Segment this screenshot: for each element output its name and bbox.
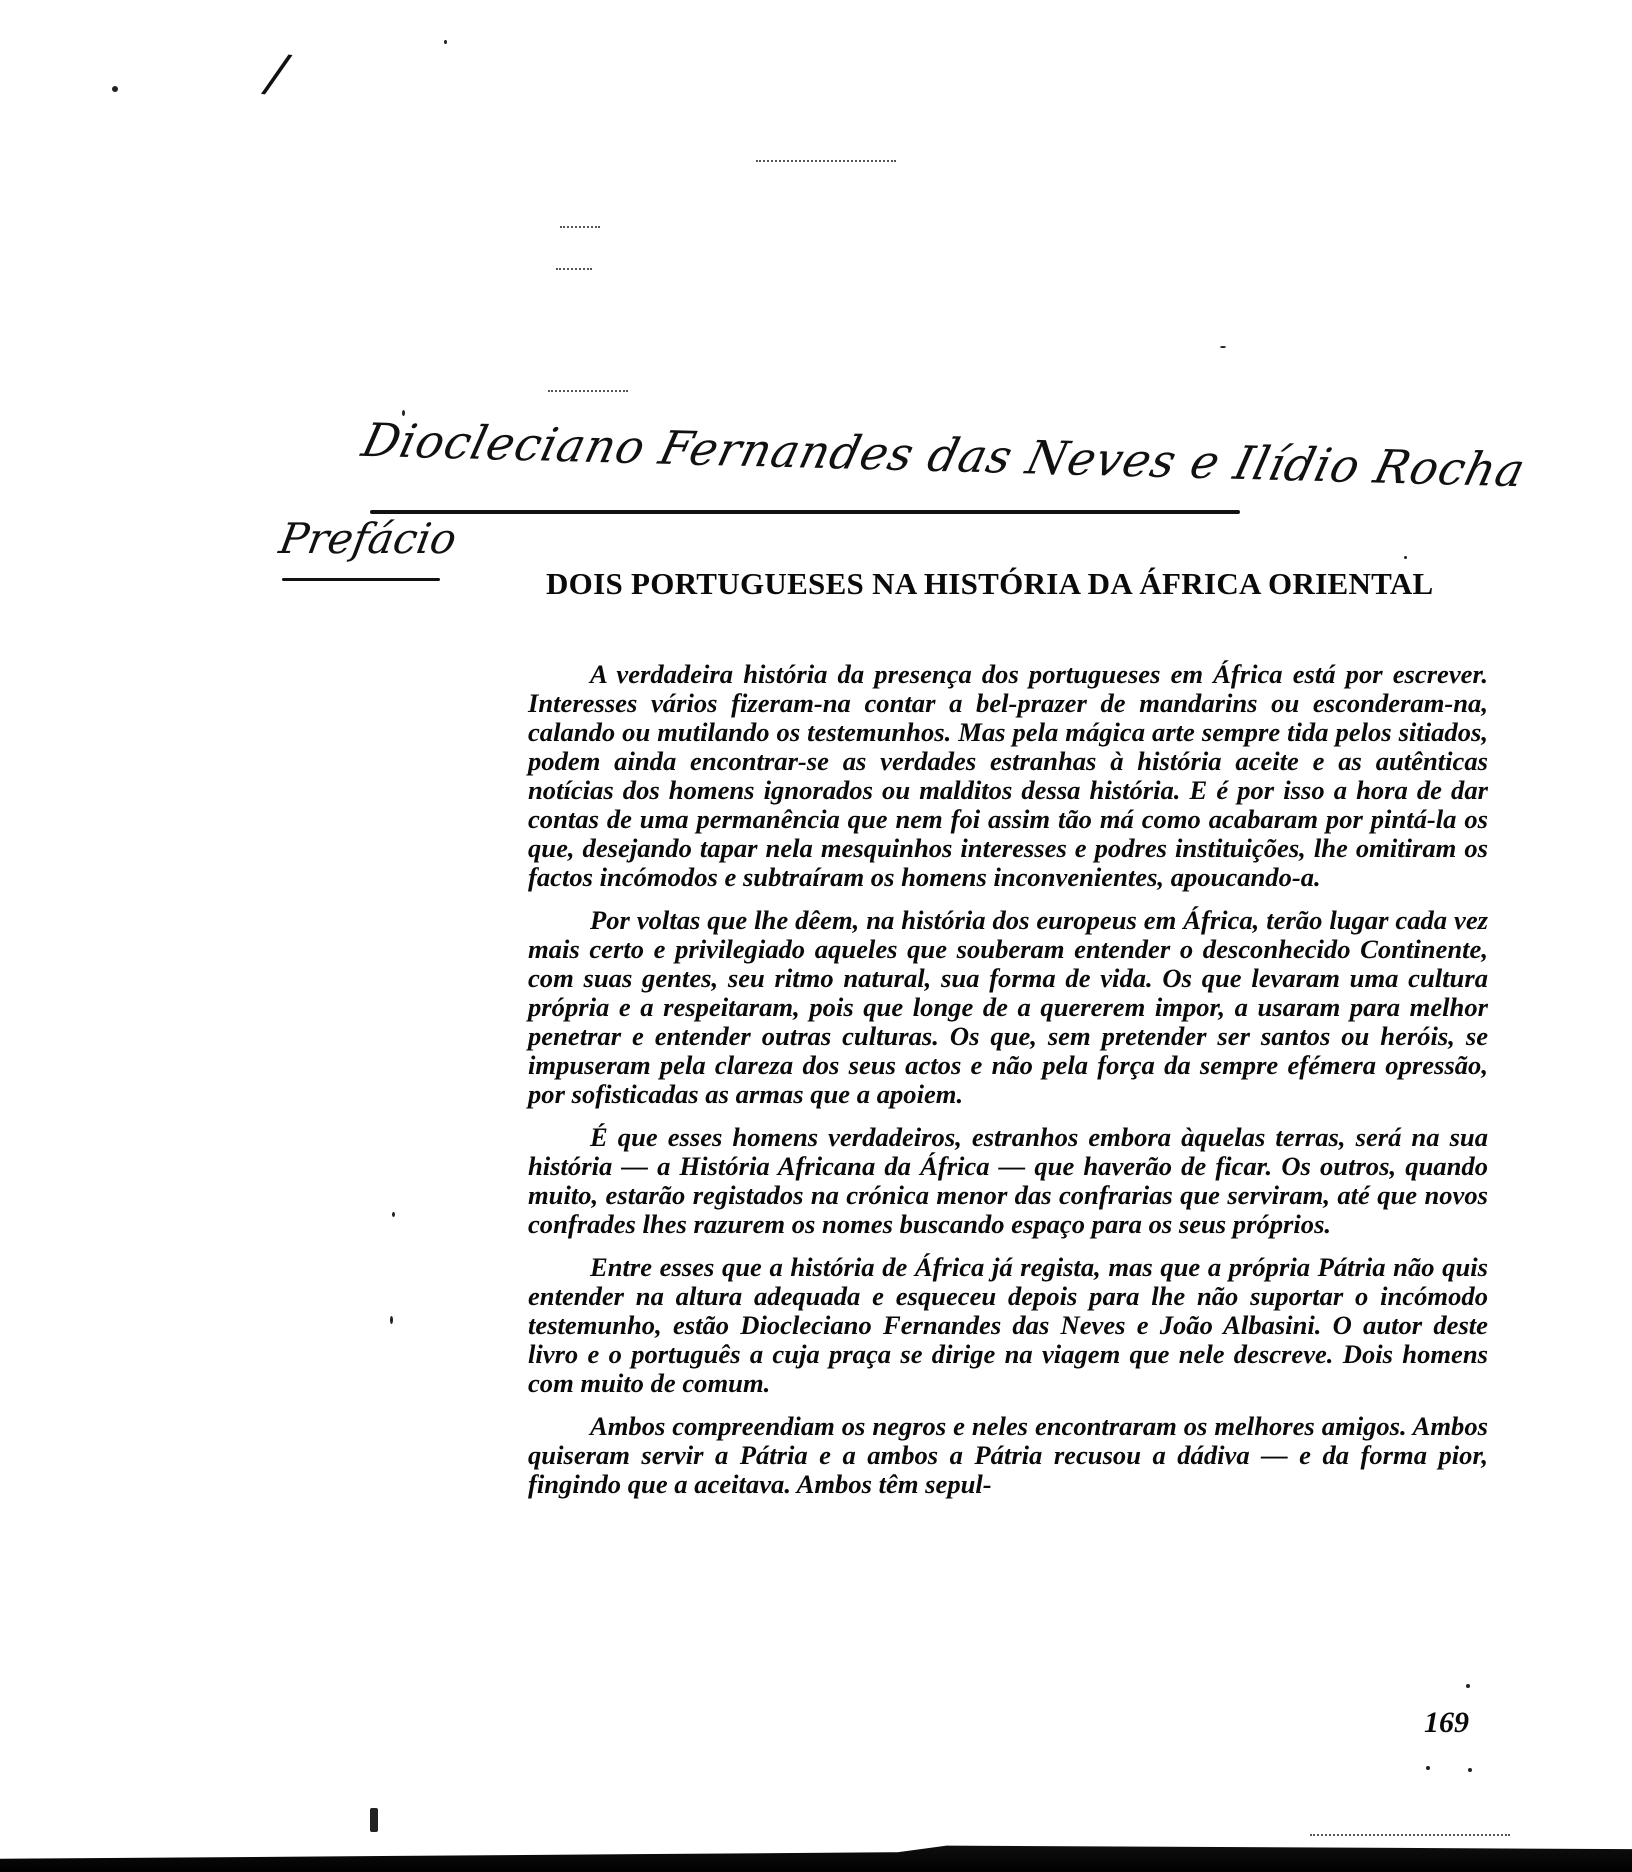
handwritten-mark: / — [263, 43, 290, 105]
paragraph: Por voltas que lhe dêem, na história dos europeus em África, terão lugar cada vez mais certo e privilegiado aqueles que souberam entender o desconhecido Continente, com suas gentes, seu ritmo natural, sua forma de vida. Os que levaram uma cultura própria e a respeitaram, pois que longe de a quererem impor, a usaram para melhor penetrar e entender outras culturas. Os que, sem pretender ser santos ou heróis, se impuseram pela clareza dos seus actos e não pela força da sempre efémera opressão, por sofisticadas as armas que a apoiem. — [528, 905, 1488, 1109]
paragraph: A verdadeira história da presença dos portugueses em África está por escrever. Interesses vários fizeram-na contar a bel-prazer de mandarins ou esconderam-na, calando ou mutilando os testemunhos. Mas pela mágica arte sempre tida pelos sitiados, podem ainda encontrar-se as verdades estranhas à história aceite e as autênticas notícias dos homens ignorados ou malditos dessa história. E é por isso a hora de dar contas de uma permanência que nem foi assim tão má como acabaram por pintá-la os que, desejando tapar nela mesquinhos interesses e podres instituições, lhe omitiram os factos incómodos e subtraíram os homens inconvenientes, apoucando-a. — [528, 659, 1488, 892]
scan-speck — [1466, 1684, 1470, 1688]
scan-dotted-line — [548, 390, 628, 392]
scan-speck — [1468, 1768, 1472, 1772]
scan-dotted-line — [560, 226, 600, 228]
scan-speck — [1220, 346, 1226, 348]
paragraph: É que esses homens verdadeiros, estranhos embora àquelas terras, será na sua história — a História Africana da África — que haverão de ficar. Os outros, quando muito, estarão registados na crónica menor das confrarias que serviram, até que novos confrades lhes razurem os nomes buscando espaço para os seus próprios. — [528, 1122, 1488, 1239]
scan-dotted-line — [756, 160, 896, 162]
scan-speck — [1426, 1766, 1430, 1770]
paragraph: Entre esses que a história de África já regista, mas que a própria Pátria não quis entender na altura adequada e esqueceu depois para lhe não suportar o incómodo testemunho, estão Diocleciano Fernandes das Neves e João Albasini. O autor deste livro e o português a cuja praça se dirige na viagem que nele descreve. Dois homens com muito de comum. — [528, 1252, 1488, 1398]
scan-speck — [444, 40, 447, 44]
scan-speck — [392, 1212, 395, 1217]
preface-underline — [282, 578, 440, 581]
authors-underline — [370, 510, 1240, 514]
body-text — [528, 660, 1488, 1513]
page-title: DOIS PORTUGUESES NA HISTÓRIA DA ÁFRICA ORIENTAL — [546, 566, 1434, 601]
scan-speck — [370, 1808, 378, 1832]
scan-dotted-line — [556, 268, 592, 270]
handwritten-authors: Diocleciano Fernandes das Neves e Ilídio Rocha — [357, 412, 1532, 498]
scan-speck — [1404, 556, 1407, 559]
paragraph: Ambos compreendiam os negros e neles encontraram os melhores amigos. Ambos quiseram servir a Pátria e a ambos a Pátria recusou a dádiva — e da forma pior, fingindo que a aceitava. Ambos têm sepul- — [528, 1411, 1488, 1499]
scan-speck — [112, 86, 118, 92]
scan-dotted-line — [1310, 1834, 1510, 1836]
handwritten-preface-label: Prefácio — [275, 514, 461, 563]
page-number: 169 — [1424, 1706, 1469, 1739]
scan-speck — [390, 1316, 393, 1324]
